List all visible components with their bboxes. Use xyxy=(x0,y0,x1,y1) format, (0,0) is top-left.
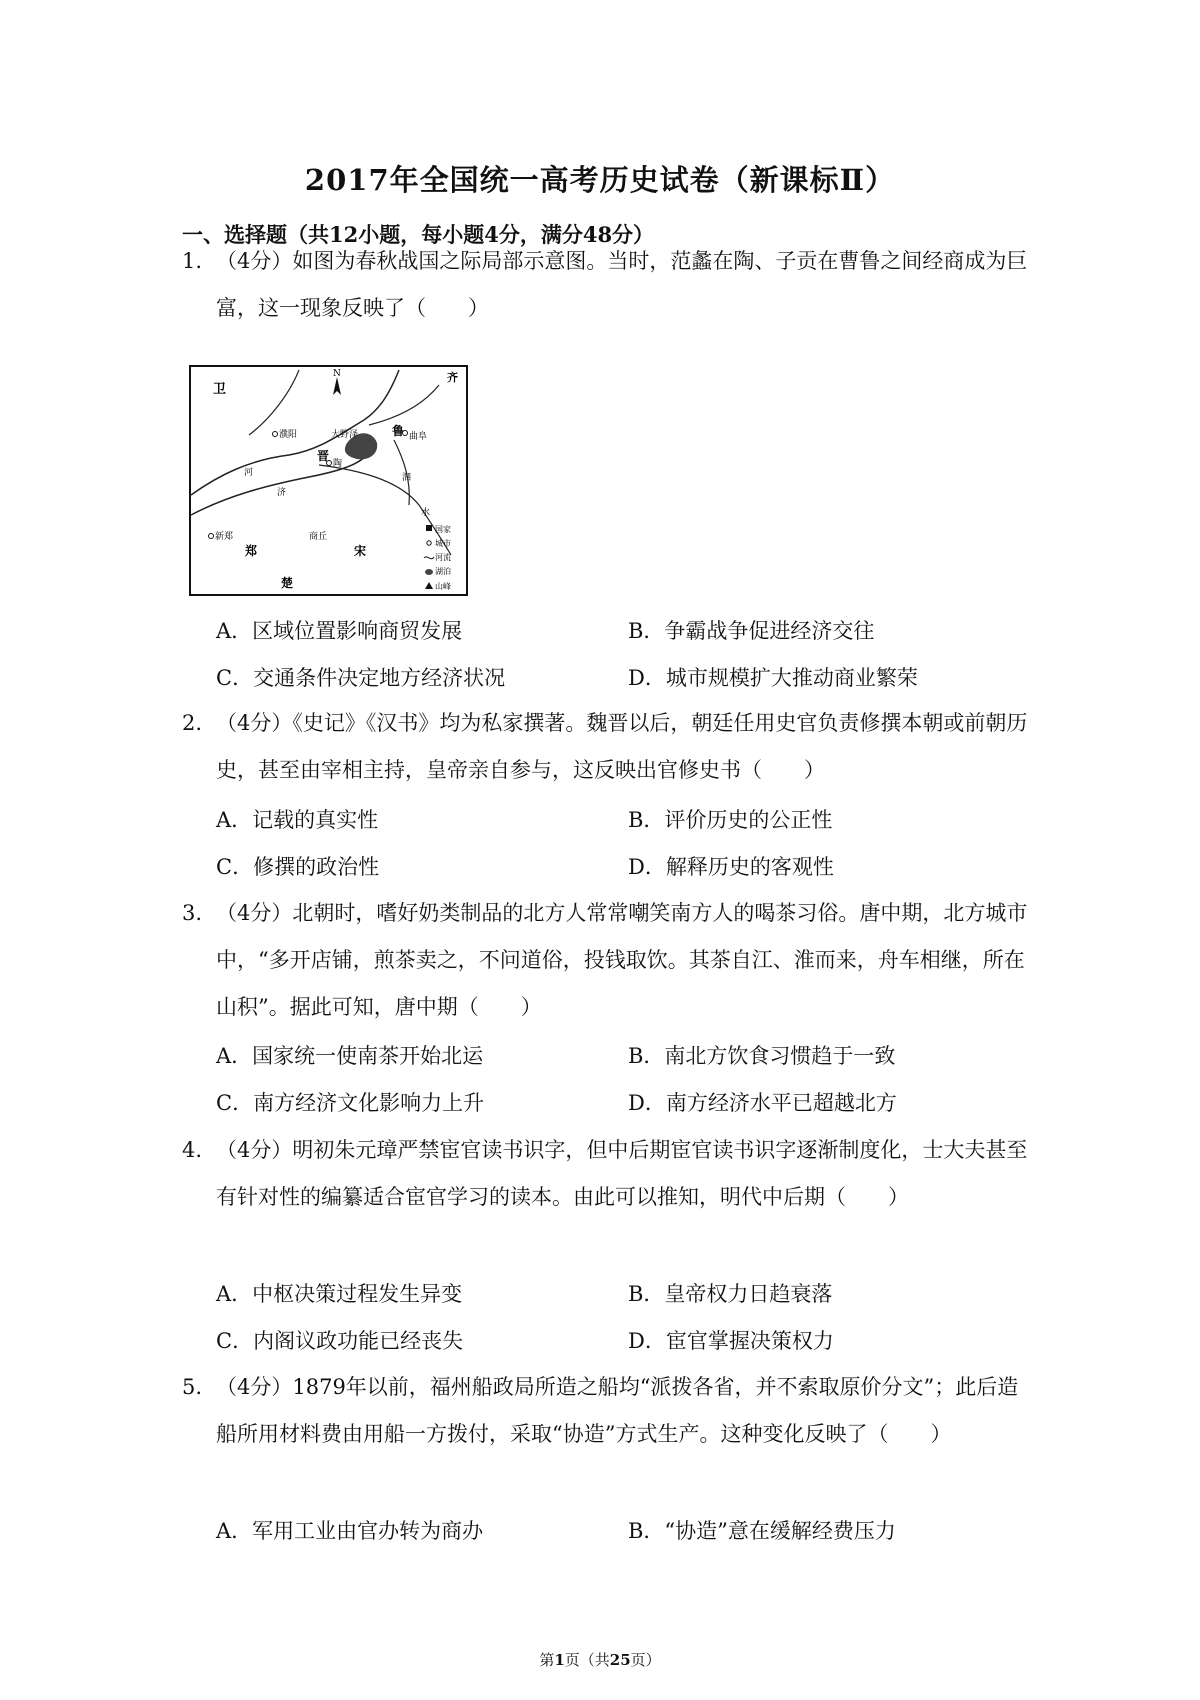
map-label-tao: 陶 xyxy=(333,459,343,469)
map-figure xyxy=(189,365,468,596)
map-label-chu: 楚 xyxy=(281,576,294,590)
question-text: （4分）《史记》《汉书》均为私家撰著。魏晋以后，朝廷任用史官负责修撰本朝或前朝历史，甚至由宰相主持，皇帝亲自参与，这反映出官修史书（ ） xyxy=(216,711,1028,782)
question-number: 5. xyxy=(182,1375,203,1399)
question-4 xyxy=(182,1127,1032,1221)
map-label-river-shui: 水 xyxy=(421,508,431,518)
option-b[interactable]: B．“协造”意在缓解经费压力 xyxy=(628,1519,896,1543)
question-text: （4分）如图为春秋战国之际局部示意图。当时，范蠡在陶、子贡在曹鲁之间经商成为巨富，这一现象反映了（ ） xyxy=(216,249,1028,320)
question-number: 2. xyxy=(182,711,203,735)
question-number: 1. xyxy=(182,249,203,273)
legend-state-icon xyxy=(426,525,432,531)
question-3 xyxy=(182,890,1032,1031)
option-d[interactable]: D．南方经济水平已超越北方 xyxy=(628,1091,897,1115)
page-title: 2017年全国统一高考历史试卷（新课标Ⅱ） xyxy=(304,163,896,197)
legend-item: 山峰 xyxy=(435,582,451,591)
map-label-qufu: 曲阜 xyxy=(409,432,428,442)
option-c[interactable]: C．修撰的政治性 xyxy=(216,855,380,879)
option-a[interactable]: A．区域位置影响商贸发展 xyxy=(216,619,463,643)
map-label-river-si: 泗 xyxy=(402,473,412,483)
page-footer xyxy=(0,1649,1200,1670)
option-d[interactable]: D．解释历史的客观性 xyxy=(628,855,834,879)
option-c[interactable]: C．南方经济文化影响力上升 xyxy=(216,1091,485,1115)
option-b[interactable]: B．皇帝权力日趋衰落 xyxy=(628,1282,833,1306)
section-heading: 一、选择题（共12小题，每小题4分，满分48分） xyxy=(182,222,655,247)
legend-lake-icon xyxy=(425,569,433,575)
footer-prefix: 第 xyxy=(539,1651,555,1669)
legend-item: 河流 xyxy=(435,553,451,562)
question-text: （4分）明初朱元璋严禁宦官读书识字，但中后期宦官读书识字逐渐制度化，士大夫甚至有针对性的编纂适合宦官学习的读本。由此可以推知，明代中后期（ ） xyxy=(216,1138,1028,1209)
question-number: 4. xyxy=(182,1138,203,1162)
question-1 xyxy=(182,238,1032,332)
option-b[interactable]: B．南北方饮食习惯趋于一致 xyxy=(628,1044,896,1068)
option-a[interactable]: A．记载的真实性 xyxy=(216,808,379,832)
footer-page-number: 1 xyxy=(554,1651,565,1669)
map-label-zheng: 郑 xyxy=(245,544,258,558)
map-label-shangqiu: 商丘 xyxy=(309,532,328,542)
map-label-xinzheng: 新郑 xyxy=(215,532,234,542)
question-5 xyxy=(182,1364,1032,1458)
map-label-north: N xyxy=(333,369,341,379)
legend-item: 湖泊 xyxy=(435,567,451,576)
option-d[interactable]: D．城市规模扩大推动商业繁荣 xyxy=(628,666,918,690)
map-label-puyang: 濮阳 xyxy=(279,430,298,440)
footer-middle: 页（共 xyxy=(564,1651,610,1669)
option-a[interactable]: A．中枢决策过程发生异变 xyxy=(216,1282,463,1306)
option-a[interactable]: A．军用工业由官办转为商办 xyxy=(216,1519,484,1543)
map-label-daye: 大野泽 xyxy=(331,430,359,440)
option-c[interactable]: C．交通条件决定地方经济状况 xyxy=(216,666,506,690)
map-label-lu: 鲁 xyxy=(392,424,405,438)
question-number: 3. xyxy=(182,901,203,925)
question-text: （4分）1879年以前，福州船政局所造之船均“派拨各省，并不索取原价分文”；此后造船所用材料费由用船一方拨付，采取“协造”方式生产。这种变化反映了（ ） xyxy=(216,1375,1019,1446)
map-label-river-ji: 济 xyxy=(277,488,287,498)
map-label-song: 宋 xyxy=(354,544,367,558)
map-label-jin: 晋 xyxy=(317,449,330,463)
map-label-wei: 卫 xyxy=(213,382,227,397)
option-c[interactable]: C．内阁议政功能已经丧失 xyxy=(216,1329,464,1353)
map-label-qi: 齐 xyxy=(447,371,458,384)
option-a[interactable]: A．国家统一使南茶开始北运 xyxy=(216,1044,484,1068)
footer-total-pages: 25 xyxy=(609,1651,631,1669)
map-border xyxy=(190,366,467,595)
map-label-river-he: 河 xyxy=(244,468,254,478)
question-text: （4分）北朝时，嗜好奶类制品的北方人常常嘲笑南方人的喝茶习俗。唐中期，北方城市中，“多开店铺，煎茶卖之，不问道俗，投钱取饮。其茶自江、淮而来，舟车相继，所在山积”。据此可知，唐中期（ ） xyxy=(216,901,1028,1019)
option-b[interactable]: B．争霸战争促进经济交往 xyxy=(628,619,875,643)
question-2 xyxy=(182,700,1032,794)
legend-item: 城市 xyxy=(435,539,451,548)
legend-item: 国家 xyxy=(435,525,451,534)
footer-suffix: 页） xyxy=(630,1651,661,1669)
option-d[interactable]: D．宦官掌握决策权力 xyxy=(628,1329,834,1353)
option-b[interactable]: B．评价历史的公正性 xyxy=(628,808,833,832)
